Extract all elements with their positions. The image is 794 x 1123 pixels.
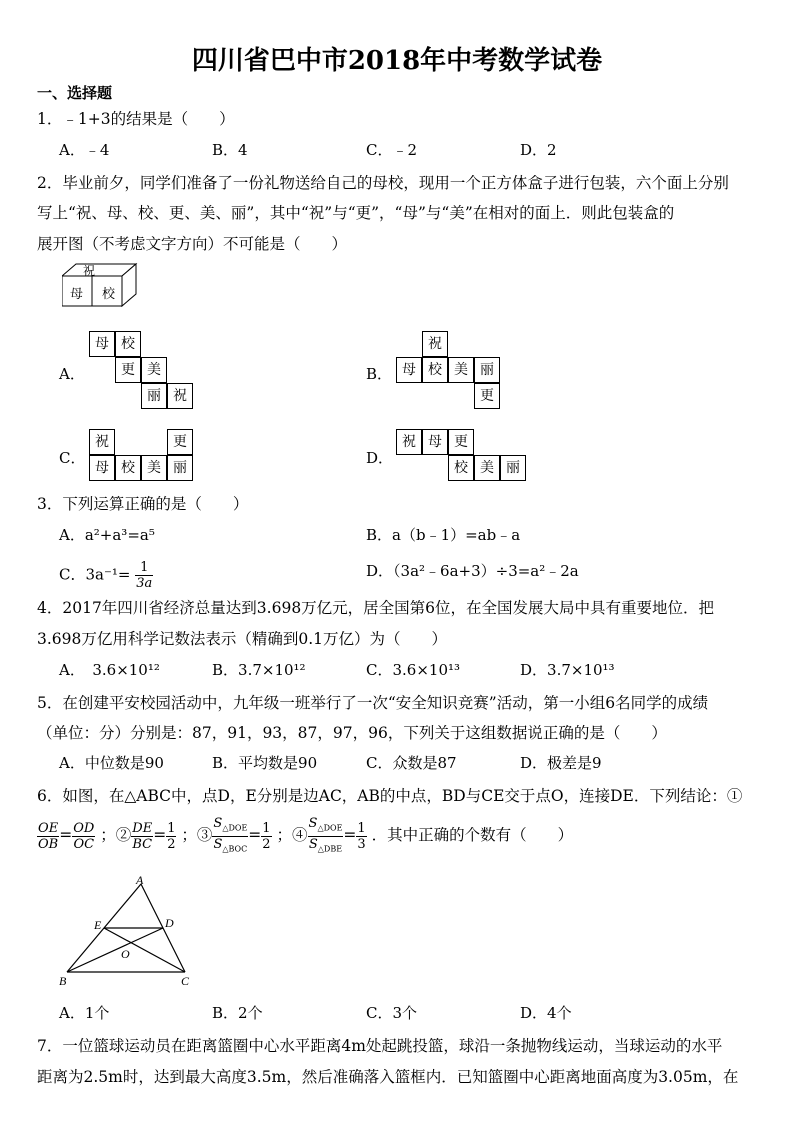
question-7-line-1: 7．一位篮球运动员在距离篮圈中心水平距离4m处起跳投篮，球沿一条抛物线运动，当球运动的水平 bbox=[37, 1037, 723, 1055]
net-d-cell: 校 bbox=[448, 455, 474, 481]
q2-option-b-label: B． bbox=[366, 365, 393, 383]
net-b-cell: 祝 bbox=[422, 331, 448, 357]
cube-top-face-label: 祝 bbox=[83, 264, 96, 278]
question-7-line-2: 距离为2.5m时，达到最大高度3.5m，然后准确落入篮框内．已知篮圈中心距离地面高度为3.05m，在 bbox=[37, 1068, 739, 1086]
separator: ；③ bbox=[181, 826, 213, 845]
fraction-denominator: OB bbox=[38, 836, 59, 852]
fraction-denominator bbox=[212, 837, 248, 857]
cube-front-face-label: 母 bbox=[70, 287, 84, 302]
net-c-cell: 丽 bbox=[167, 455, 193, 481]
q4-option-a: A． 3.6×10¹² bbox=[59, 661, 160, 679]
cube-side-face-label: 校 bbox=[102, 287, 116, 302]
net-b-cell: 丽 bbox=[474, 357, 500, 383]
equals-sign: = bbox=[153, 826, 167, 845]
subscript: △DOE bbox=[222, 823, 248, 833]
fraction-numerator: 1 bbox=[167, 820, 176, 836]
q4-option-b: B．3.7×10¹² bbox=[212, 661, 306, 679]
point-label-a: A bbox=[136, 873, 144, 887]
net-c-cell: 更 bbox=[167, 429, 193, 455]
question-4-line-2: 3.698万亿用科学记数法表示（精确到0.1万亿）为（ ） bbox=[37, 630, 448, 648]
net-d-cell: 母 bbox=[422, 429, 448, 455]
net-a-cell: 美 bbox=[141, 357, 167, 383]
area-symbol: S bbox=[308, 836, 318, 852]
area-symbol: S bbox=[213, 816, 223, 831]
fraction bbox=[212, 816, 248, 856]
page-title: 四川省巴中市2018年中考数学试卷 bbox=[191, 46, 603, 76]
fraction-numerator bbox=[308, 816, 344, 837]
q3-option-c-prefix: C．3a⁻¹= bbox=[59, 565, 131, 584]
question-5-line-2: （单位：分）分别是：87，91，93，87，97，96，下列关于这组数据说正确的是（ ） bbox=[37, 724, 667, 742]
net-a-cell: 母 bbox=[89, 331, 115, 357]
q5-option-b: B．平均数是90 bbox=[212, 754, 318, 772]
net-d-cell: 更 bbox=[448, 429, 474, 455]
q2-option-d-label: D． bbox=[366, 449, 394, 467]
net-b-cell: 母 bbox=[396, 357, 422, 383]
section-heading: 一、选择题 bbox=[37, 84, 113, 102]
fraction-numerator: 1 bbox=[357, 820, 366, 836]
q4-option-d: D．3.7×10¹³ bbox=[520, 661, 615, 679]
fraction bbox=[131, 821, 153, 852]
question-6-tail: ．其中正确的个数有（ ） bbox=[371, 826, 574, 845]
net-c-cell: 美 bbox=[141, 455, 167, 481]
fraction-numerator: 1 bbox=[262, 820, 271, 836]
q1-option-c: C．﹣2 bbox=[366, 141, 418, 159]
equals-sign: = bbox=[59, 826, 73, 845]
fraction-denominator: OC bbox=[73, 836, 95, 852]
q1-option-a: A．﹣4 bbox=[59, 141, 110, 159]
question-4-line-1: 4．2017年四川省经济总量达到3.698万亿元，居全国第6位，在全国发展大局中具有重要地位．把 bbox=[37, 599, 715, 617]
net-a-cell: 更 bbox=[115, 357, 141, 383]
net-d-cell: 丽 bbox=[500, 455, 526, 481]
q1-option-b: B．4 bbox=[212, 141, 248, 159]
fraction-denominator: 2 bbox=[167, 836, 176, 852]
q3-option-d: D．（3a²﹣6a+3）÷3=a²﹣2a bbox=[366, 562, 579, 580]
q6-option-b: B．2个 bbox=[212, 1004, 263, 1022]
fraction-numerator: OD bbox=[73, 820, 95, 836]
point-label-c: C bbox=[181, 974, 190, 988]
fraction-numerator bbox=[212, 816, 248, 837]
net-b-cell: 校 bbox=[422, 357, 448, 383]
question-1-stem: 1．﹣1+3的结果是（ ） bbox=[37, 110, 235, 128]
question-6-line-1: 6．如图，在△ABC中，点D，E分别是边AC，AB的中点，BD与CE交于点O，连接DE．下列结论：① bbox=[37, 787, 743, 805]
separator: ；② bbox=[100, 826, 132, 845]
q6-option-d: D．4个 bbox=[520, 1004, 572, 1022]
equals-sign: = bbox=[343, 826, 357, 845]
fraction-denominator: BC bbox=[132, 836, 153, 852]
net-c-cell: 祝 bbox=[89, 429, 115, 455]
subscript: △BOC bbox=[222, 844, 248, 854]
fraction-numerator: OE bbox=[38, 820, 59, 836]
area-symbol: S bbox=[308, 816, 318, 831]
net-d-cell: 祝 bbox=[396, 429, 422, 455]
fraction-denominator: 3a bbox=[136, 576, 153, 591]
question-2-line-3: 展开图（不考虑文字方向）不可能是（ ） bbox=[37, 235, 348, 253]
q2-option-a-label: A． bbox=[59, 365, 85, 383]
q3-option-a: A．a²+a³=a⁵ bbox=[59, 526, 155, 544]
question-6-formula-line bbox=[37, 816, 573, 856]
question-3-stem: 3．下列运算正确的是（ ） bbox=[37, 495, 249, 513]
q1-option-d: D．2 bbox=[520, 141, 557, 159]
net-c-cell: 校 bbox=[115, 455, 141, 481]
area-symbol: S bbox=[213, 836, 223, 852]
q5-option-c: C．众数是87 bbox=[366, 754, 457, 772]
question-2-line-1: 2．毕业前夕，同学们准备了一份礼物送给自己的母校，现用一个正方体盒子进行包装，六个面上分别 bbox=[37, 174, 729, 192]
subscript: △DOE bbox=[317, 823, 343, 833]
point-label-o: O bbox=[121, 947, 130, 961]
net-a-cell: 校 bbox=[115, 331, 141, 357]
fraction-numerator: DE bbox=[132, 820, 153, 836]
point-label-b: B bbox=[59, 974, 67, 988]
point-label-d: D bbox=[165, 916, 174, 930]
net-b-cell: 美 bbox=[448, 357, 474, 383]
q2-option-c-label: C． bbox=[59, 449, 86, 467]
fraction bbox=[261, 821, 271, 852]
net-a-cell: 祝 bbox=[167, 383, 193, 409]
q5-option-d: D．极差是9 bbox=[520, 754, 602, 772]
fraction bbox=[72, 821, 95, 852]
net-d-cell: 美 bbox=[474, 455, 500, 481]
net-c-cell: 母 bbox=[89, 455, 115, 481]
net-b-cell: 更 bbox=[474, 383, 500, 409]
fraction bbox=[135, 560, 153, 591]
separator: ；④ bbox=[276, 826, 308, 845]
equals-sign: = bbox=[248, 826, 262, 845]
triangle-figure bbox=[55, 872, 205, 992]
fraction bbox=[356, 821, 366, 852]
q5-option-a: A．中位数是90 bbox=[59, 754, 164, 772]
subscript: △DBE bbox=[317, 844, 343, 854]
q3-option-b: B．a（b﹣1）=ab﹣a bbox=[366, 526, 521, 544]
question-2-line-2: 写上“祝、母、校、更、美、丽”，其中“祝”与“更”，“母”与“美”在相对的面上．则此包装盒的 bbox=[37, 204, 675, 222]
fraction bbox=[37, 821, 59, 852]
fraction-denominator bbox=[308, 837, 344, 857]
fraction-numerator: 1 bbox=[135, 560, 153, 576]
q3-option-c bbox=[59, 560, 153, 591]
fraction-denominator: 2 bbox=[262, 836, 271, 852]
fraction bbox=[166, 821, 176, 852]
question-5-line-1: 5．在创建平安校园活动中，九年级一班举行了一次“安全知识竞赛”活动，第一小组6名同学的成绩 bbox=[37, 694, 709, 712]
fraction-denominator: 3 bbox=[357, 836, 366, 852]
q4-option-c: C．3.6×10¹³ bbox=[366, 661, 461, 679]
q6-option-c: C．3个 bbox=[366, 1004, 418, 1022]
fraction bbox=[308, 816, 344, 856]
point-label-e: E bbox=[94, 918, 102, 932]
net-a-cell: 丽 bbox=[141, 383, 167, 409]
q6-option-a: A．1个 bbox=[59, 1004, 110, 1022]
